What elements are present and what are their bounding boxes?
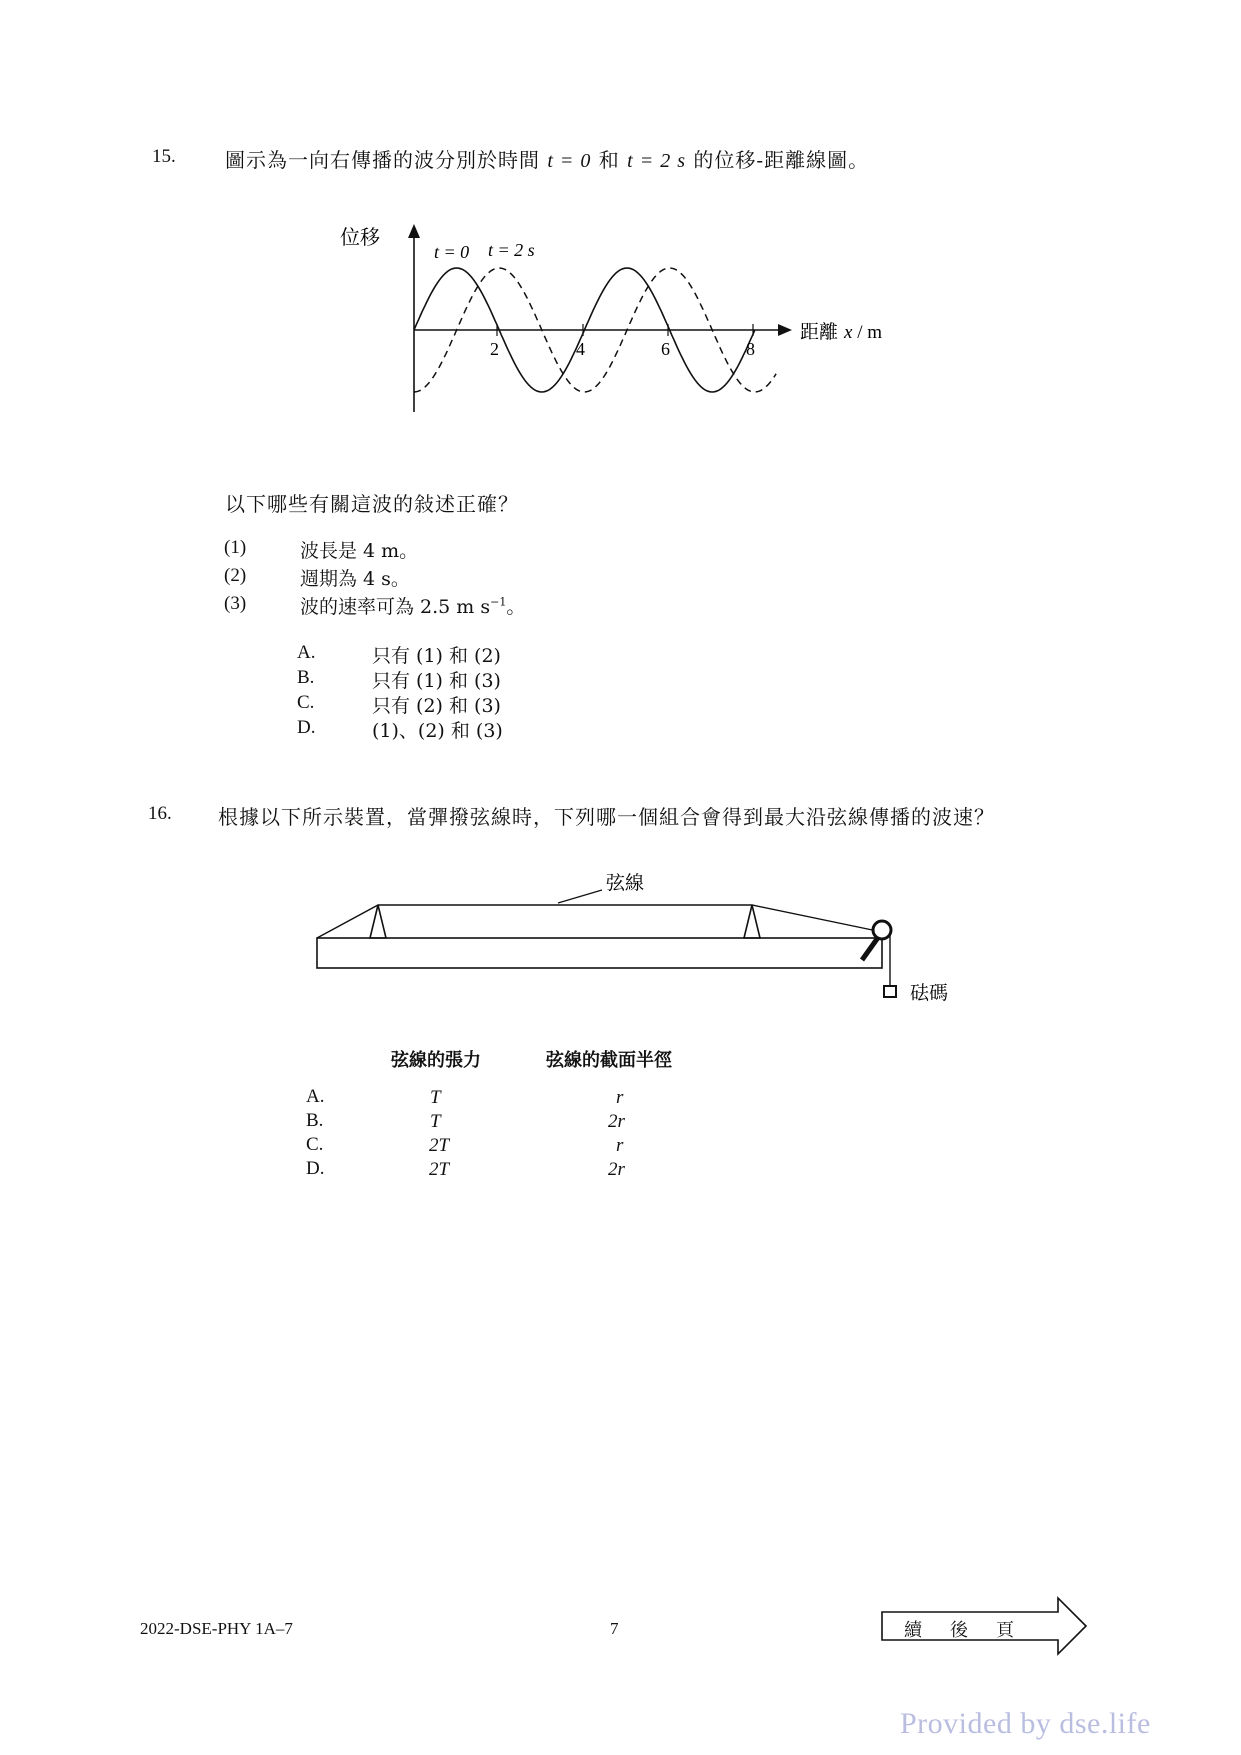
y-axis-label: 位移 — [340, 225, 380, 249]
question-15-t2: t = 2 s — [627, 150, 686, 172]
q16-row-b-letter: B. — [306, 1110, 324, 1131]
string-apparatus-diagram — [300, 860, 980, 1010]
tick-label-6: 6 — [661, 339, 670, 359]
statement-3-num: (3) — [224, 593, 247, 614]
q15-option-a-text: 只有 (1) 和 (2) — [372, 645, 501, 667]
tick-label-4: 4 — [576, 339, 585, 359]
weight-label: 砝碼 — [910, 982, 949, 1004]
q16-row-c-letter: C. — [306, 1134, 324, 1155]
x-axis-label-unit: / m — [852, 322, 883, 343]
q15-option-d-letter: D. — [297, 717, 316, 738]
footer-page-number: 7 — [610, 1619, 619, 1638]
statement-1-num: (1) — [224, 537, 247, 558]
wave-graph — [340, 220, 920, 420]
continue-label: 續後頁 — [904, 1620, 1042, 1641]
q16-row-d-radius: 2r — [608, 1159, 625, 1180]
question-16-stem: 根據以下所示裝置，當彈撥弦線時，下列哪一個組合會得到最大沿弦線傳播的波速？ — [218, 805, 995, 829]
q16-row-a-letter: A. — [306, 1086, 325, 1107]
q15-option-c-letter: C. — [297, 692, 315, 713]
q16-row-a-radius: r — [616, 1087, 624, 1108]
pulley-wheel — [873, 921, 891, 939]
question-16-number: 16. — [148, 803, 172, 824]
question-15-number: 15. — [152, 146, 176, 167]
bridge-right — [744, 905, 760, 938]
statement-3-text: 波的速率可為 2.5 m s — [300, 596, 491, 618]
q16-row-d-tension: 2T — [429, 1159, 450, 1180]
statement-3-sup: −1 — [490, 595, 507, 609]
string-line — [317, 905, 882, 938]
question-15-t0: t = 0 — [547, 150, 592, 172]
statement-3-tail: 。 — [506, 596, 526, 618]
q15-option-b-text: 只有 (1) 和 (3) — [372, 670, 501, 692]
statement-1-text: 波長是 4 m。 — [300, 540, 419, 562]
x-axis-label — [800, 321, 882, 343]
tick-label-8: 8 — [746, 339, 755, 359]
question-15-stem-a: 圖示為一向右傳播的波分別於時間 — [225, 148, 548, 172]
table-header-tension: 弦線的張力 — [391, 1050, 481, 1071]
q16-row-c-radius: r — [616, 1135, 624, 1156]
q16-row-a-tension: T — [430, 1087, 441, 1108]
question-15-stem-b: 的位移-距離線圖。 — [685, 148, 870, 172]
curve-label-t0: t = 0 — [434, 242, 470, 262]
q15-option-d-text: (1)、(2) 和 (3) — [372, 720, 503, 742]
q16-row-b-tension: T — [430, 1111, 441, 1132]
statement-2-num: (2) — [224, 565, 247, 586]
statement-3 — [300, 592, 525, 619]
q16-row-c-tension: 2T — [429, 1135, 450, 1156]
q16-row-d-letter: D. — [306, 1158, 325, 1179]
tick-label-2: 2 — [490, 339, 499, 359]
question-15-prompt: 以下哪些有關這波的敍述正確？ — [225, 492, 519, 516]
q15-option-c-text: 只有 (2) 和 (3) — [372, 695, 501, 717]
x-axis-label-text: 距離 — [800, 321, 845, 343]
curve-label-t2: t = 2 s — [488, 240, 535, 260]
q15-option-a-letter: A. — [297, 642, 316, 663]
x-axis-arrow-icon — [778, 324, 792, 336]
y-axis-arrow-icon — [408, 224, 420, 238]
wooden-board — [317, 938, 882, 968]
credit-watermark: Provided by dse.life — [900, 1707, 1151, 1740]
weight-block — [884, 986, 896, 997]
string-label-pointer — [558, 890, 602, 903]
statement-2-text: 週期為 4 s。 — [300, 568, 410, 590]
string-label: 弦線 — [606, 872, 645, 894]
table-header-radius: 弦線的截面半徑 — [546, 1050, 672, 1071]
q15-option-b-letter: B. — [297, 667, 315, 688]
question-15-stem — [225, 144, 869, 173]
footer-exam-code: 2022-DSE-PHY 1A–7 — [140, 1619, 293, 1638]
q16-row-b-radius: 2r — [608, 1111, 625, 1132]
question-15-stem-and: 和 — [591, 148, 628, 172]
x-axis-label-var: x — [844, 322, 853, 343]
bridge-left — [370, 905, 386, 938]
